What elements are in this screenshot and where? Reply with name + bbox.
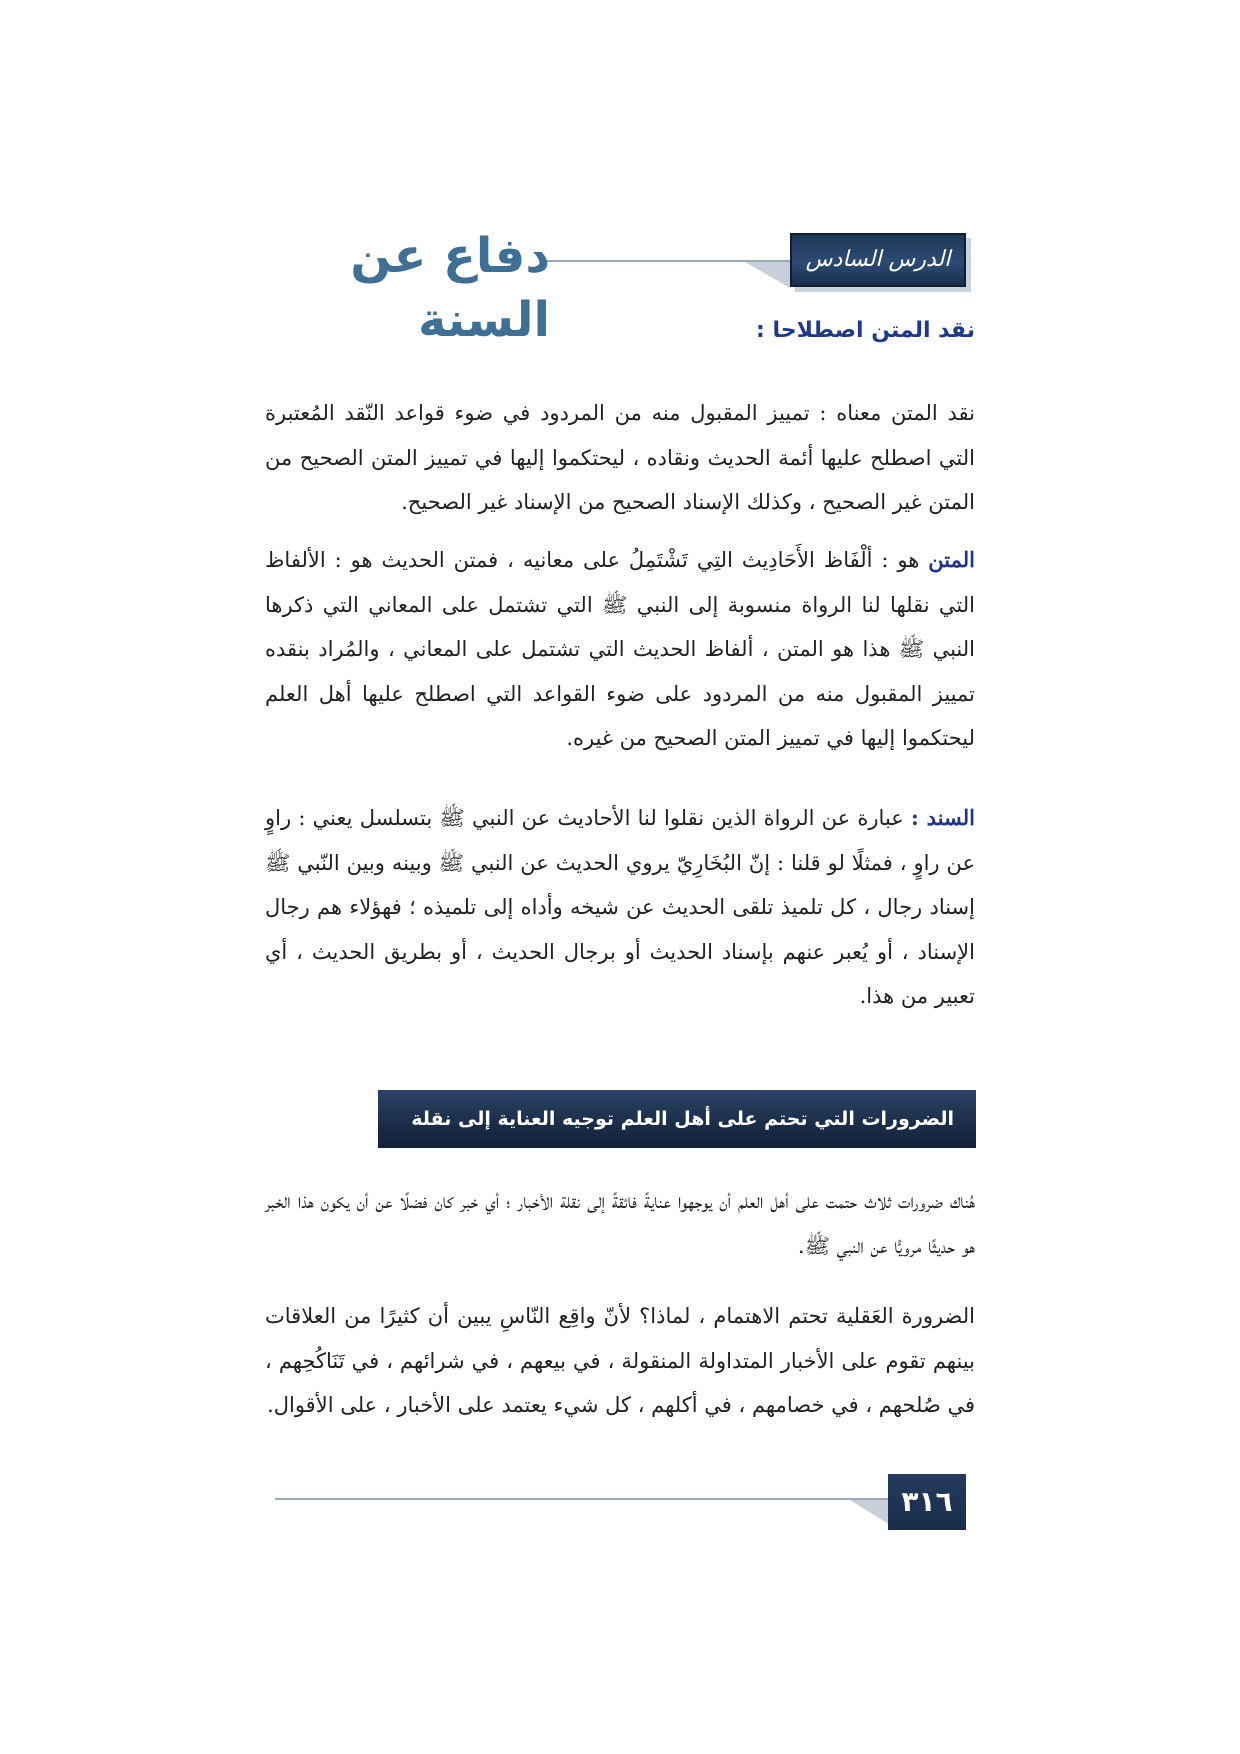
paragraph-matn-text: هو : ألْفَاظ الأَحَادِيث التِي تَشْتَمِلُ على معانيه ، فمتن الحديث هو : الألفاظ التي نقلها لنا الرواة منسوبة إلى النبي ﷺ التي تشتمل على المعاني التي ذكرها النبي ﷺ هذا هو المتن ، ألفاظ الحديث التي تشتمل على المعاني ، والمُراد بنقده تمييز المقبول منه من المردود على ضوء القواعد التي اصطلح عليها أهل العلم ليحتكموا إليها في تمييز المتن الصحيح من غيره. xyxy=(265,548,975,750)
section-banner: الضرورات التي تحتم على أهل العلم توجيه العناية إلى نقلة الأخبار xyxy=(378,1090,976,1148)
paragraph-sanad xyxy=(265,796,975,1019)
header-wedge xyxy=(745,262,790,288)
paragraph-matn xyxy=(265,538,975,761)
paragraph-necessities: هُناك ضرورات ثلاث حتمت على أهل العلم أن يوجهوا عنايةً فائقةً إلى نقلة الأخبار ؛ أي خبر كان فضلًا عن أن يكون هذا الخبر هو حديثًا مرويًّا عن النبي ﷺ. xyxy=(265,1189,975,1258)
paragraph-rational-necessity: الضرورة العَقلية تحتم الاهتمام ، لماذا؟ لأنّ واقِع النّاسِ يبين أن كثيرًا من العلاقات بينهم تقوم على الأخبار المتداولة المنقولة ، في بيعهم ، في شرائهم ، في تَنَاكُحِهم ، في صُلحهم ، في خصامهم ، في أكلهم ، كل شيء يعتمد على الأخبار ، على الأقوال. xyxy=(265,1304,975,1417)
term-sanad: السند : xyxy=(911,805,975,830)
page-number: ٣١٦ xyxy=(888,1474,966,1530)
footer-rule xyxy=(275,1498,890,1500)
term-matn: المتن xyxy=(928,547,975,572)
paragraph-sanad-text: عبارة عن الرواة الذين نقلوا لنا الأحاديث عن النبي ﷺ بتسلسل يعني : راوٍ عن راوٍ ، فمثلًا لو قلنا : إنّ البُخَارِيّ يروي الحديث عن النبي ﷺ وبينه وبين النّبي ﷺ إسناد رجال ، كل تلميذ تلقى الحديث عن شيخه وأداه إلى تلميذه ؛ فهؤلاء هم رجال الإسناد ، أو يُعبر عنهم بإسناد الحديث أو برجال الحديث ، أو بطريق الحديث ، أي تعبير من هذا. xyxy=(265,806,975,1008)
matn-criticism-heading: نقد المتن اصطلاحا : xyxy=(756,318,975,343)
book-title: دفاع عن السنة xyxy=(350,228,550,348)
lesson-label-badge: الدرس السادس عشر xyxy=(790,233,966,287)
paragraph-matn-definition: نقد المتن معناه : تمييز المقبول منه من المردود في ضوء قواعد النّقد المُعتبرة التي اصطلح عليها أئمة الحديث ونقاده ، ليحتكموا إليها في تمييز المتن الصحيح من المتن غير الصحيح ، وكذلك الإسناد الصحيح من الإسناد غير الصحيح. xyxy=(265,401,975,514)
